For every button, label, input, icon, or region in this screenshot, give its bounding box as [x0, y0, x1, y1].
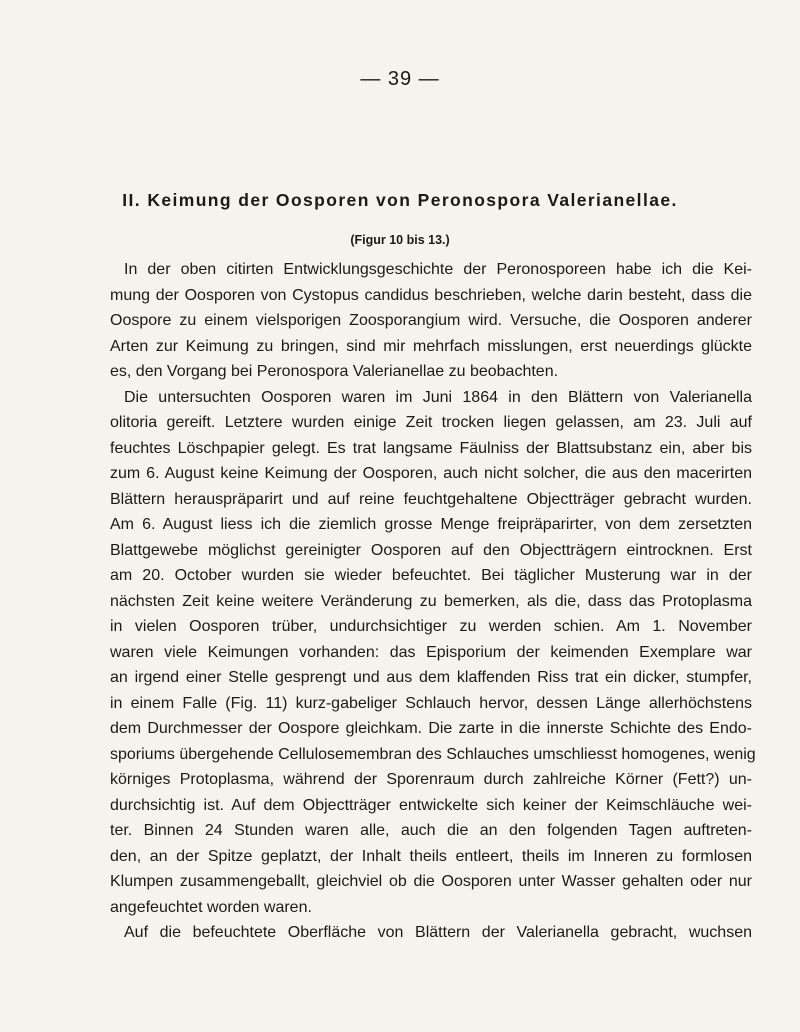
text-line: feuchtes Löschpapier gelegt. Es trat langsame Fäulniss der Blattsubstanz ein, aber bis [110, 439, 752, 457]
text-line: Die untersuchten Oosporen waren im Juni 1864 in den Blättern von Valerianella [124, 388, 752, 406]
text-line: angefeuchtet worden waren. [110, 898, 312, 916]
text-line: zum 6. August keine Keimung der Oosporen, auch nicht solcher, die aus den macerirten [110, 465, 752, 482]
text-line: den, an der Spitze geplatzt, der Inhalt theils entleert, theils im Inneren zu formlosen [110, 847, 752, 865]
text-line: sporiums übergehende Cellulosemembran des Schlauches umschliesst homogenes, wenig [110, 745, 756, 763]
figure-reference: (Figur 10 bis 13.) [350, 233, 450, 247]
text-line: Oospore zu einem vielsporigen Zoosporangium wird. Versuche, die Oosporen anderer [110, 312, 752, 329]
text-line: Arten zur Keimung zu bringen, sind mir mehrfach misslungen, erst neuerdings glückte [110, 337, 752, 355]
text-line: ter. Binnen 24 Stunden waren alle, auch die an den folgenden Tagen auftreten- [110, 822, 752, 839]
body-text [110, 257, 756, 946]
text-line: olitoria gereift. Letztere wurden einige Zeit trocken liegen gelassen, am 23. Juli auf [110, 414, 752, 431]
text-line: es, den Vorgang bei Peronospora Valerianellae zu beobachten. [110, 363, 559, 380]
text-line: körniges Protoplasma, während der Sporenraum durch zahlreiche Körner (Fett?) un- [110, 771, 752, 788]
text-line: in einem Falle (Fig. 11) kurz-gabeliger Schlauch hervor, dessen Länge allerhöchstens [110, 694, 752, 712]
text-line: In der oben citirten Entwicklungsgeschichte der Peronosporeen habe ich die Kei- [124, 261, 752, 278]
text-line: Klumpen zusammengeballt, gleichviel ob die Oosporen unter Wasser gehalten oder nur [110, 873, 752, 890]
text-line: an irgend einer Stelle gesprengt und aus dem klaffenden Riss trat ein dicker, stumpfer, [110, 669, 752, 686]
text-line: Blättern herauspräparirt und auf reine feuchtgehaltene Objectträger gebracht wurden. [110, 490, 752, 508]
text-line: nächsten Zeit keine weitere Veränderung zu bemerken, als die, dass das Protoplasma [110, 592, 752, 610]
text-line: waren viele Keimungen vorhanden: das Episporium der keimenden Exemplare war [110, 643, 752, 661]
text-line: Am 6. August liess ich die ziemlich grosse Menge freipräparirter, von dem zersetzten [110, 516, 752, 533]
text-line: dem Durchmesser der Oospore gleichkam. Die zarte in die innerste Schichte des Endo- [110, 720, 752, 737]
text-line: Blattgewebe möglichst gereinigter Oosporen auf den Objectträgern eintrocknen. Erst [110, 541, 752, 559]
section-title: II. Keimung der Oosporen von Peronospora Valerianellae. [122, 190, 678, 210]
text-line: mung der Oosporen von Cystopus candidus beschrieben, welche darin besteht, dass die [110, 286, 752, 304]
text-line: in vielen Oosporen trüber, undurchsichtiger zu werden schien. Am 1. November [110, 618, 752, 635]
text-line: Auf die befeuchtete Oberfläche von Blättern der Valerianella gebracht, wuchsen [124, 924, 752, 941]
page-header: — 39 — [360, 68, 440, 90]
text-line: am 20. October wurden sie wieder befeuchtet. Bei täglicher Musterung war in der [110, 567, 752, 584]
text-line: durchsichtig ist. Auf dem Objectträger entwickelte sich keiner der Keimschläuche wei- [110, 796, 752, 814]
